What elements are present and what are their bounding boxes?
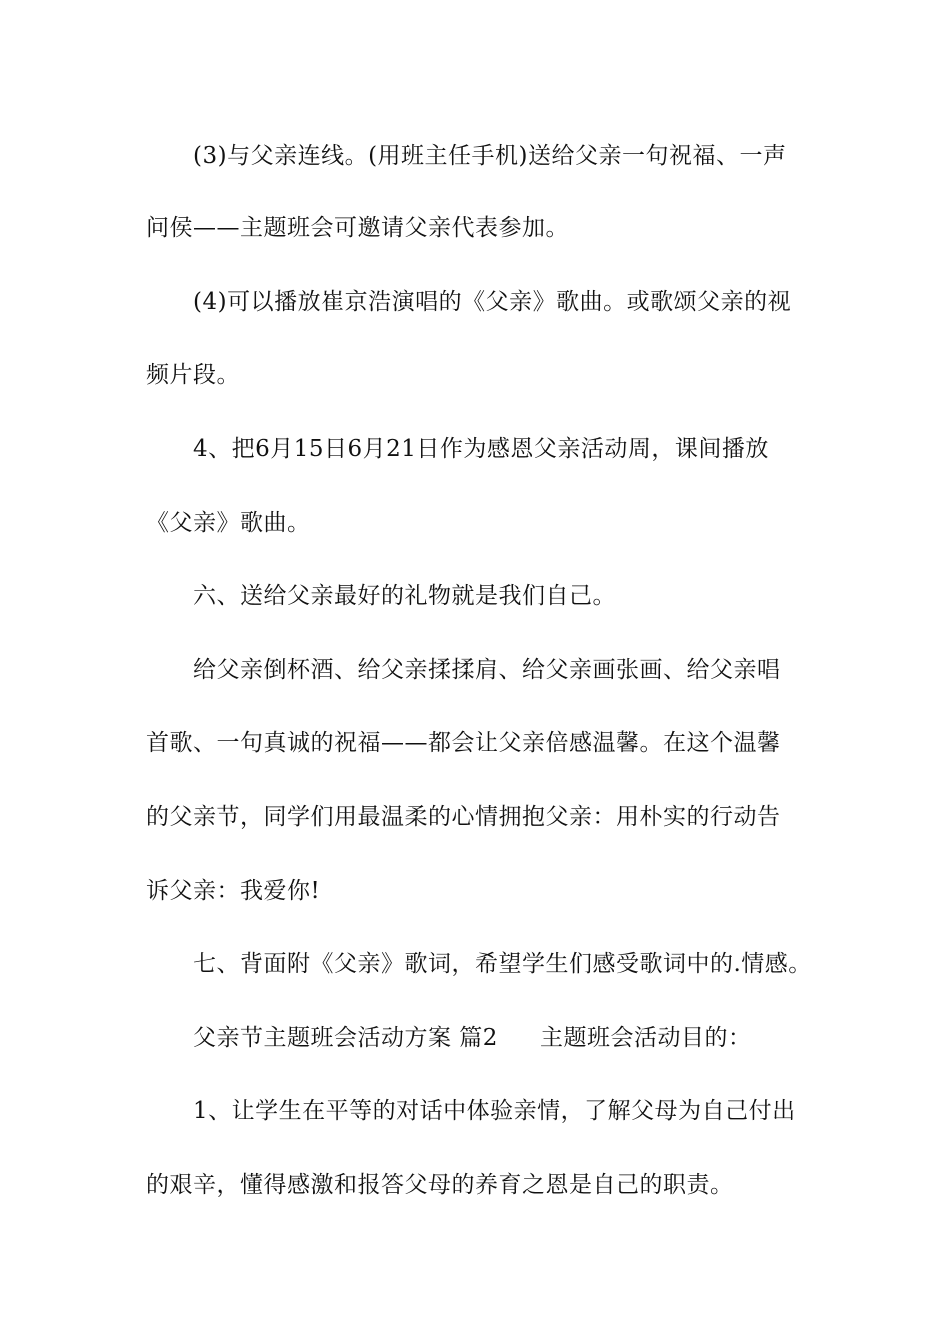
paragraph-line: 首歌、一句真诚的祝福——都会让父亲倍感温馨。在这个温馨 — [146, 730, 781, 756]
paragraph-line: 给父亲倒杯酒、给父亲揉揉肩、给父亲画张画、给父亲唱 — [193, 657, 781, 683]
paragraph-line: 频片段。 — [146, 362, 240, 388]
paragraph-line: (3)与父亲连线。(用班主任手机)送给父亲一句祝福、一声 — [193, 143, 787, 169]
paragraph-line: 1、让学生在平等的对话中体验亲情，了解父母为自己付出 — [193, 1098, 796, 1124]
paragraph-line: 七、背面附《父亲》歌词，希望学生们感受歌词中的.情感。 — [193, 951, 812, 977]
paragraph-line: 问侯——主题班会可邀请父亲代表参加。 — [146, 215, 569, 241]
paragraph-line: 的父亲节，同学们用最温柔的心情拥抱父亲：用朴实的行动告 — [146, 804, 781, 830]
paragraph-line: (4)可以播放崔京浩演唱的《父亲》歌曲。或歌颂父亲的视 — [193, 289, 792, 315]
paragraph-line: 六、送给父亲最好的礼物就是我们自己。 — [193, 583, 616, 609]
paragraph-line: 诉父亲：我爱你! — [146, 878, 321, 904]
paragraph-line: 4、把6月15日6月21日作为感恩父亲活动周，课间播放 — [193, 436, 769, 462]
paragraph-line: 的艰辛，懂得感激和报答父母的养育之恩是自己的职责。 — [146, 1172, 734, 1198]
paragraph-line: 《父亲》歌曲。 — [146, 510, 311, 536]
section-subheading: 主题班会活动目的： — [539, 1025, 752, 1051]
section-heading: 父亲节主题班会活动方案 篇2 — [193, 1025, 498, 1051]
section-heading-line — [0, 1023, 950, 1053]
